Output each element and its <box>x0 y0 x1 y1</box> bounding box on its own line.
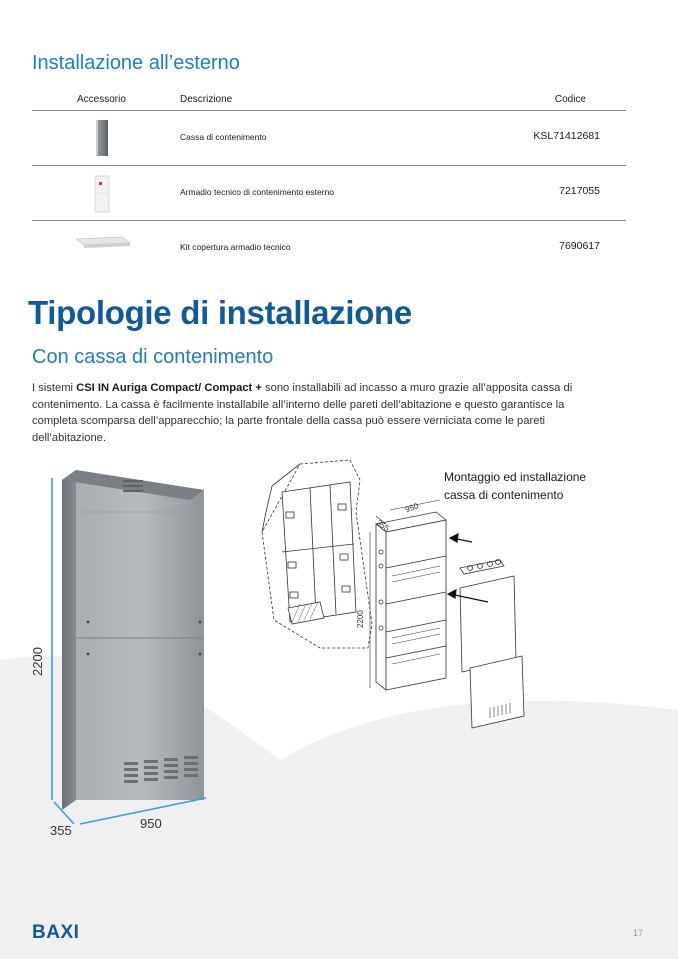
col-header-code: Codice <box>554 94 586 105</box>
assembly-caption-line2: cassa di contenimento <box>444 488 564 502</box>
assembly-height-label: 2200 <box>356 610 365 628</box>
cover-kit-thumbnail <box>72 227 132 269</box>
table-row <box>32 111 626 166</box>
accessory-table <box>32 90 626 275</box>
table-row <box>32 166 626 221</box>
table-header <box>32 90 626 111</box>
height-dimension-label: 2200 <box>30 647 45 676</box>
cabinet-thumbnail <box>72 117 132 159</box>
col-header-accessory: Accessorio <box>77 94 126 105</box>
col-header-description: Descrizione <box>180 94 233 105</box>
row-code: 7690617 <box>559 240 600 252</box>
assembly-width-label: 950 <box>404 501 420 515</box>
section-subtitle: Con cassa di contenimento <box>32 346 274 368</box>
assembly-drawing <box>260 452 530 752</box>
paragraph-text: I sistemi <box>32 382 77 394</box>
table-row <box>32 221 626 275</box>
assembly-depth-label: 355 <box>374 518 391 534</box>
page-number: 17 <box>633 928 644 938</box>
row-code: 7217055 <box>559 185 600 197</box>
paragraph-product-name: CSI IN Auriga Compact/ Compact + <box>76 382 262 394</box>
white-cabinet-thumbnail <box>72 172 132 214</box>
width-dimension-label: 950 <box>140 816 162 831</box>
depth-dimension-label: 355 <box>50 823 72 838</box>
paragraph-text: sono installabili ad incasso a muro grazie all’apposita cassa di contenimento. La cassa è facilmente installabile all’interno delle pareti dell’abitazione e questo garantisce la completa scomparsa dell’apparecchio; la parte frontale della cassa può essere verniciata come le pareti dell’abitazione. <box>32 382 573 444</box>
description-paragraph <box>32 380 592 446</box>
row-description: Kit copertura armadio tecnico <box>180 242 291 252</box>
page-title: Tipologie di installazione <box>28 294 412 331</box>
assembly-caption-line1: Montaggio ed installazione <box>444 470 587 484</box>
row-code: KSL71412681 <box>533 130 600 142</box>
row-description: Cassa di contenimento <box>180 132 267 142</box>
cabinet-illustration <box>28 462 228 842</box>
section-title-external: Installazione all’esterno <box>32 52 240 74</box>
brand-logo: BAXI <box>32 922 80 943</box>
row-description: Armadio tecnico di contenimento esterno <box>180 187 335 197</box>
